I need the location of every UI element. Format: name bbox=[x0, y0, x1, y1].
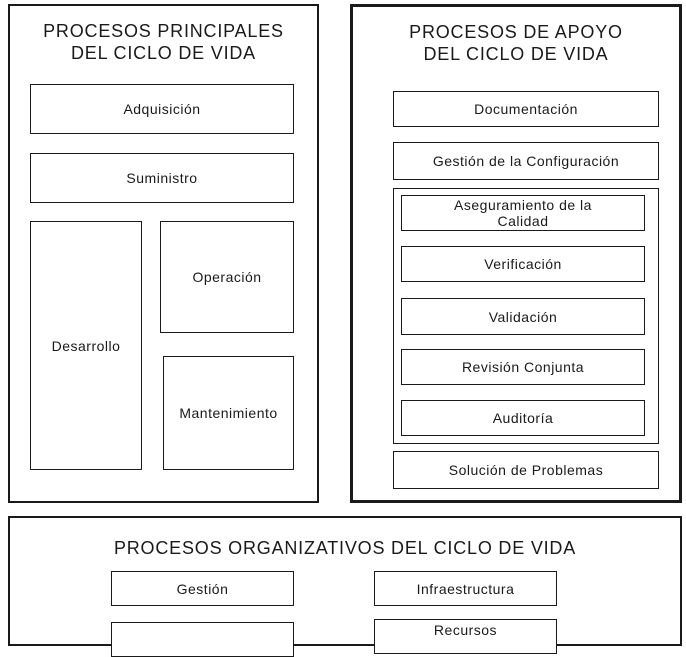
problem-resolution-box: Solución de Problemas bbox=[393, 451, 659, 489]
primary-processes-title: PROCESOS PRINCIPALES DEL CICLO DE VIDA bbox=[43, 21, 284, 63]
infrastructure-box: Infraestructura bbox=[374, 571, 557, 606]
audit-box: Auditoría bbox=[401, 400, 645, 436]
configuration-management-box: Gestión de la Configuración bbox=[393, 142, 659, 180]
documentation-box: Documentación bbox=[393, 91, 659, 127]
primary-processes-panel bbox=[8, 4, 319, 503]
support-processes-panel bbox=[350, 4, 682, 503]
development-box: Desarrollo bbox=[30, 221, 142, 470]
organizational-processes-panel bbox=[8, 516, 682, 646]
joint-review-box: Revisión Conjunta bbox=[401, 349, 645, 385]
support-processes-title: PROCESOS DE APOYO DEL CICLO DE VIDA bbox=[409, 22, 623, 64]
acquisition-box: Adquisición bbox=[30, 84, 294, 134]
resources-box: Recursos bbox=[374, 619, 557, 654]
maintenance-box: Mantenimiento bbox=[163, 356, 294, 470]
management-box: Gestión bbox=[111, 571, 294, 606]
quality-assurance-box: Aseguramiento de la Calidad bbox=[401, 195, 645, 231]
verification-box: Verificación bbox=[401, 246, 645, 282]
validation-box: Validación bbox=[401, 298, 645, 335]
supply-box: Suministro bbox=[30, 153, 294, 203]
organizational-processes-title: PROCESOS ORGANIZATIVOS DEL CICLO DE VIDA bbox=[113, 538, 577, 558]
operation-box: Operación bbox=[160, 221, 294, 333]
training-box bbox=[111, 622, 294, 657]
